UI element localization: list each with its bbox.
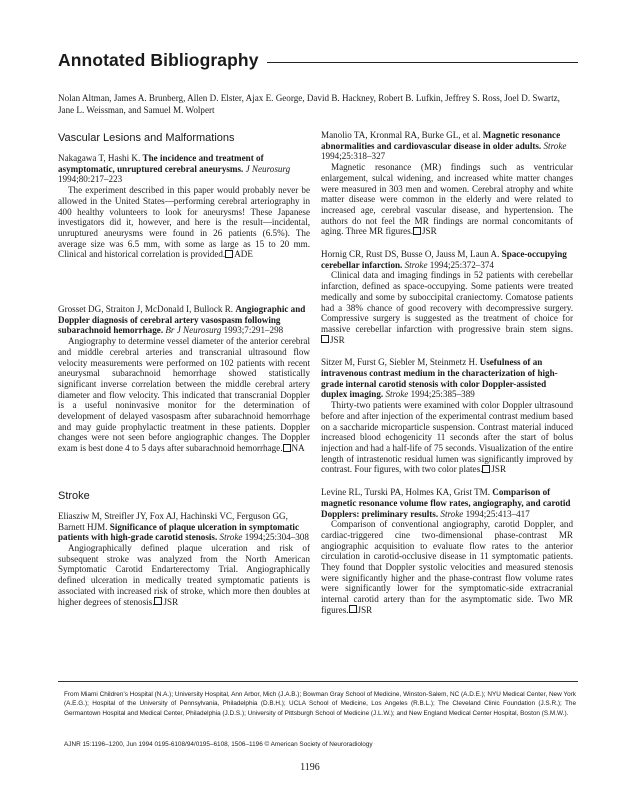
reviewer-initials: JSR (357, 604, 373, 615)
citation-journal: Stroke (404, 259, 428, 270)
abstract (321, 162, 573, 237)
reviewer-initials: NA (291, 443, 305, 454)
reviewer-initials: JSR (422, 226, 437, 237)
citation (321, 130, 573, 162)
citation (321, 249, 573, 270)
reviewer-signature (154, 597, 178, 607)
reviewer-initials: JSR (491, 464, 507, 475)
citation-title: Angiographic and Doppler diagnosis of cerebral artery vasospasm following subarachnoid hemorrhage. (58, 304, 306, 336)
reviewer-signature (482, 464, 506, 474)
bibliography-entry (321, 249, 573, 345)
end-box-icon (154, 597, 162, 605)
citation-authors: Levine RL, Turski PA, Holmes KA, Grist TM. (321, 487, 491, 498)
citation-ref: 1994;25:372–374 (429, 259, 494, 270)
citation-authors: Sitzer M, Furst G, Siebler M, Steinmetz H. (321, 357, 478, 368)
bibliography-entry (321, 357, 573, 475)
abstract-text: Magnetic resonance (MR) findings such as ventricular enlargement, sulcal widening, and increased white matter changes were measured in 303 men and women. Cerebral atrophy and white matter disease were common in the elderly and were related to increased age, cerebral vascular disease, and hypertension. The authors do not feel the MR findings are normal concomitants of aging. Three MR figures. (321, 162, 573, 237)
reviewer-signature (283, 443, 305, 453)
abstract-text: Angiographically defined plaque ulceration and risk of subsequent stroke was analyzed from the North American Symptomatic Carotid Endarterectomy Trial. Angiographically defined ulceration in medically treated symptomatic patients is associated with increased risk of stroke, which more then doubles at higher degrees of stenosis. (58, 542, 310, 607)
page-title-text: Annotated Bibliography (58, 50, 259, 70)
section-heading-stroke: Stroke (58, 489, 90, 502)
abstract (58, 185, 310, 260)
end-box-icon (321, 335, 329, 343)
citation-ref: 1994;25:385–389 (410, 389, 475, 400)
end-box-icon (349, 605, 357, 613)
citation-title: The incidence and treatment of asymptomatic, unruptured cerebral aneurysms. (58, 153, 264, 174)
title-rule (267, 62, 578, 63)
citation-title: Magnetic resonance abnormalities and cardiovascular disease in older adults. (321, 130, 561, 151)
citation-journal: J Neurosurg (245, 163, 291, 174)
end-box-icon (225, 250, 233, 258)
citation-authors: Manolio TA, Kronmal RA, Burke GL, et al. (321, 130, 481, 140)
end-box-icon (413, 227, 421, 235)
abstract-text: Thirty-two patients were examined with color Doppler ultrasound before and after injection of the experimental contrast medium based on a saccharide microparticle suspension. Contrast material induced increased blood echogenicity 11 seconds after the start of bolus injection and had a half-life of 75 seconds. Visualization of the entire length of intrastenotic residual lumen was significantly improved by contrast. Four figures, with two color plates. (321, 400, 573, 475)
citation-journal: Stroke (543, 140, 567, 151)
citation-authors: Nakagawa T, Hashi K. (58, 153, 141, 163)
citation-authors: Eliasziw M, Streifler JY, Fox AJ, Hachinski VC, Ferguson GG, Barnett HJM. (58, 510, 288, 532)
end-box-icon (283, 444, 291, 452)
citation-journal: Stroke (219, 532, 243, 543)
abstract-text: The experiment described in this paper would probably never be allowed in the United States—performing cerebral arteriography in 400 healthy volunteers to look for aneurysms! These Japanese investigators did it, however, and here is the result—incidental, unruptured aneurysms were found in 26 patients (6.5%). The average size was 6.5 mm, with some as large as 15 to 20 mm. Clinical and historical correlation is provided. (58, 185, 310, 260)
section-heading-vascular: Vascular Lesions and Malformations (58, 132, 235, 144)
citation-ref: 1994;80:217–223 (58, 174, 123, 185)
citation-title: Significance of plaque ulceration in symptomatic patients with high-grade carotid stenosis. (58, 521, 299, 543)
citation (58, 304, 310, 336)
reviewer-signature (349, 605, 373, 615)
bibliography-entry (321, 130, 573, 237)
citation (321, 487, 573, 519)
footer-rule (58, 681, 578, 682)
abstract (58, 336, 310, 454)
reviewer-signature (321, 335, 345, 345)
reviewer-initials: ADE (234, 249, 253, 260)
reviewer-initials: JSR (163, 596, 179, 607)
abstract (321, 519, 573, 615)
reviewer-signature (225, 249, 253, 259)
citation-title: Comparison of magnetic resonance volume flow rates, angiography, and carotid Dopplers: preliminary results. (321, 487, 571, 519)
abstract-text: Comparison of conventional angiography, carotid Doppler, and cardiac-triggered cine two-dimensional phase-contrast MR angiographic acquisition to evaluate flow rates to the anterior circulation in carotid-occlusive disease in 11 symptomatic patients. They found that Doppler systolic velocities and measured stenosis were significantly higher and the phase-contrast flow volume rates were significantly lower for the symptomatic-side extracranial internal carotid artery than for the asymptomatic side. Two MR figures. (321, 519, 573, 615)
citation-ref: 1993;7:291–298 (223, 325, 284, 336)
abstract-text: Angiography to determine vessel diameter of the anterior cerebral and middle cerebral arteries and transcranial ultrasound flow velocity measurements were performed on 102 patients with recent aneurysmal subarachnoid hemorrhage showed statistically significant inverse correlation between the middle cerebral artery diameter and flow velocity. This indicated that transcranial Doppler is a useful noninvasive monitor for the determination of development of delayed vasospasm after subarachnoid hemorrhage and may guide prophylactic treatment in these patients. Doppler changes were not seen before angiographic changes. The Doppler exam is best done 4 to 5 days after subarachnoid hemorrhage. (58, 336, 310, 454)
citation-ref: 1994;25:318–327 (321, 151, 386, 162)
citation-ref: 1994;25:413–417 (465, 508, 530, 519)
abstract-text: Clinical data and imaging findings in 52 patients with cerebellar infarction, defined as space-occupying. Some patients were treated medically and some by suboccipital craniectomy. Comatose patients had a 38% chance of good recovery with decompressive surgery. Compressive surgery is suggested as the treatment of choice for massive cerebellar infarction with progressive brain stem signs. (321, 270, 573, 334)
citation-ref: 1994;25:304–308 (244, 532, 309, 543)
citation-title: Usefulness of an intravenous contrast medium in the characterization of high-grade internal carotid stenosis with color Doppler-assisted duplex imaging. (321, 357, 558, 400)
reviewer-signature (413, 226, 437, 236)
right-column (321, 130, 573, 616)
author-list: Nolan Altman, James A. Brunberg, Allen D. Elster, Ajax E. George, David B. Hackney, Robert B. Lufkin, Jeffrey S. Ross, Joel D. Swartz, Jane L. Weissman, and Samuel M. Wolpert (58, 93, 560, 116)
citation-journal: Br J Neurosurg (165, 325, 222, 336)
citation-journal: Stroke (440, 508, 464, 519)
page-number: 1196 (300, 762, 320, 773)
left-column (58, 132, 310, 607)
abstract (58, 543, 310, 607)
citation-title: Space-occupying cerebellar infarction. (321, 249, 567, 270)
abstract (321, 400, 573, 475)
journal-reference: AJNR 15:1196–1200, Jun 1994 0195-6108/94/0195–6108, 1506–1196 © American Society of Neuroradiology (64, 741, 373, 748)
bibliography-entry (58, 511, 310, 607)
citation-authors: Hornig CR, Rust DS, Busse O, Jauss M, Laun A. (321, 249, 500, 260)
citation (321, 357, 573, 400)
end-box-icon (482, 465, 490, 473)
bibliography-entry (58, 304, 310, 454)
citation (58, 511, 310, 543)
citation-journal: Stroke (385, 389, 409, 400)
page-title (58, 50, 578, 71)
abstract (321, 270, 573, 345)
bibliography-entry (58, 153, 310, 260)
reviewer-initials: JSR (330, 334, 345, 345)
affiliations-footnote: From Miami Children’s Hospital (N.A.); University Hospital, Ann Arbor, Mich (J.A.B.); Bowman Gray School of Medicine, Winston-Salem, NC (A.D.E.); NYU Medical Center, New York (A.E.G.); Hospital of the University of Pennsylvania, Philadelphia (D.B.H.); UCLA School of Medicine, Los Angeles (R.B.L.); The Cleveland Clinic Foundation (J.S.R.); The Germantown Hospital and Medical Center, Philadelphia (J.D.S.); University of Pittsburgh School of Medicine (J.L.W.); and New England Medical Center Hospital, Boston (S.M.W.). (64, 691, 576, 717)
citation-authors: Grosset DG, Straiton J, McDonald I, Bullock R. (58, 304, 234, 315)
bibliography-entry (321, 487, 573, 615)
citation (58, 153, 310, 185)
